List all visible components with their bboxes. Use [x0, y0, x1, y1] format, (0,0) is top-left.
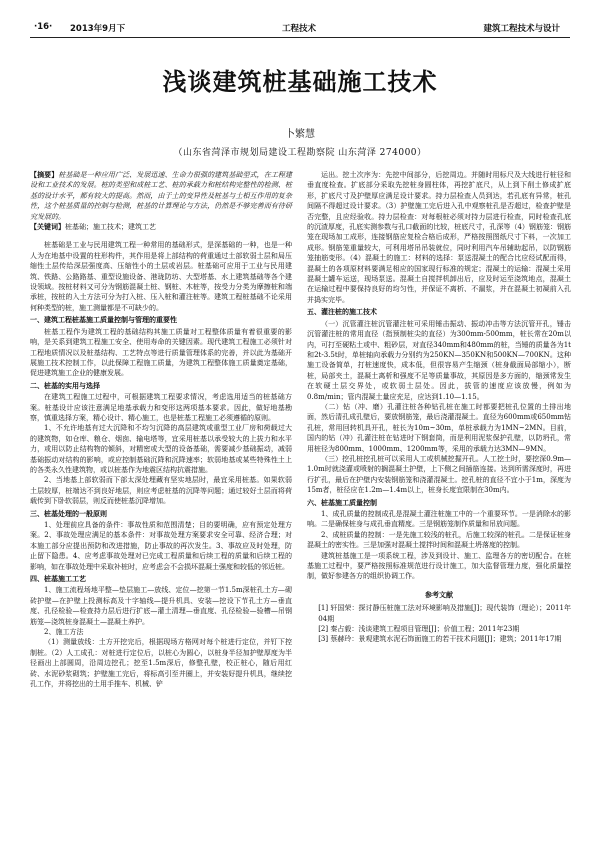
keywords-text: 桩基础；施工技术；建筑工艺 [65, 223, 156, 232]
body-paragraph: （一）沉管灌注桩沉管灌注桩可采用锤击振动、振动冲击等方法沉管开孔，锤击沉管灌注桩的常用直径（指预制桩尖的直径）为300mm-500mm，桩长常在20m以内，可打至硬粘土或中、粗砂层，对直径340mm和480mm的桩，当锤的质量各为1t和2t-3.5t时，单桩轴向承载力分别约为250KN—350KN和500KN—700KN。这种施工设备简单，打桩速度快，成本低，但很容易产生缩颈（桩身截面局部缩小），断桩，局部夹土，混凝土离析和强度不足等质量事故，其原因是多方面的，缩颈常发生在软硬土层交界处，或软弱土层处。因此，拔管的速度应该放慢，例如为0.8m/min；管内混凝土量应充足，应达到1.10—1.15。 [307, 319, 571, 401]
abstract [30, 170, 292, 222]
section-heading: 四、桩基施工工艺 [30, 575, 86, 584]
reference-item: [2] 秦占毅：浅谈建筑工程项目管理[J]；价值工程；2011年23期 [318, 625, 520, 634]
body-paragraph: 2、成桩质量的控制：一是先施工较浅的桩孔，后施工较深的桩孔。二是保证桩身混凝土的密实性。三是加强对混凝土搅拌时间和混凝土坍落度的控制。 [307, 530, 571, 550]
left-column-body [30, 240, 292, 689]
section-heading: 六、桩基施工质量控制 [307, 498, 377, 507]
body-paragraph: 桩基础是工业与民用建筑工程一种常用的基础形式，是深基础的一种，也是一种人为在地基中设置的柱形构件，其作用是将上部结构的荷重通过土部软弱土层和局压缩性土层传给深层强度高、压缩性小的土层或岩层。桩基础可应用于工业与民用建筑、铁路、公路路基、重型设施设备、港珑防坊、大型塔基、水上建筑基础等各个建设领域。按桩材料又可分为钢筋混凝土桩、钢桩、木桩等，按受力分类为摩擦桩和端承桩，按桩的入土方法可分为打入桩、压入桩和灌注桩等。建筑工程桩基础不论采用何种类型的桩，施工测量都是不可缺少的。 [30, 241, 292, 312]
body-paragraph: （三）挖孔桩挖孔桩可以采用人工或机械挖掘开孔。人工挖土时，要挖深0.9m—1.0m时就浇灌或喷射的搁混凝土护壁，上下侧之间插筋连接。达到所需深度时，再进行扩孔，最后在护壁内安装钢筋笼和浇灌混凝土。挖孔桩的直径不宜小于1m，深度为15m者，桩径应在1.2m—1.4m以上，桩身长度宜限制在30m内。 [307, 454, 571, 495]
body-paragraph: （二）钻（冲、磨）孔灌注桩各种钻孔桩在施工时都要把桩孔位置的土排出地面，然后清孔成孔壁后，要放钢筋笼，最后浇灌混凝土。直径为600mm或650mm钻孔桩，常用回转机具开孔，桩长为10m~30m，单桩承载力为1MN~2MN。目前，国内的钻（冲）孔灌注桩在钻进时下钢套筒，而是利用泥浆保护孔壁，以防坍孔，常用桩径为800mm、1000mm、1200mm等，采用的承载力达3MN—9MN。 [307, 402, 571, 453]
body-paragraph: 2、当地基上部软弱而下部太深处埋藏有坚实地层时，最宜采用桩基。如果软弱土层较厚，桩端达不到良好地层，则应考虑桩基的沉降等问题；通过较好土层而将荷载传到下卧软弱层，则反而使桩基沉降增加。 [30, 476, 292, 506]
keywords-label: 【关键词】 [30, 222, 65, 232]
right-column-body [307, 170, 571, 582]
keywords [30, 222, 292, 232]
body-paragraph: 运出。挖土次序为：先挖中间部分，后挖周边。并随时用标尺及大线进行桩径和垂直度检查。扩底部分采取先挖桩身圆柱体，再挖扩底尺，从上到下削土修成扩底形，扩底尺寸及护壁厚应满足设计要求。持力层检查人员到达，若孔底有异常，桩孔间隔不得超过设计要求。（3）护壁施工完后进入孔中观察桩孔是否超过，检查护壁是否完整，且应经验收。持力层检查：对每根桩必须对持力层进行检查，同时检查孔底的沉渣厚度，孔底实测参数与孔口截面的比较，桩底尺寸，孔深等（4）钢筋笼：钢筋笼在现场加工成形，连接钢筋应复检合格后成形，严格按照图纸尺寸下料，一次加工成形。钢筋笼重量较大，可利用塔吊吊装就位，同时利用汽车吊辅助起吊，以防钢筋笼抽筋变形。（4）混凝土的施工：材料的选择：泵送混凝土的配合比应经试配而得，混凝土的各项原材料要满足相应的国家现行标准的规定；混凝土的运输：混凝土采用混凝土罐车运送，现场泵送。混凝土自搅拌机卸出后，应及时运至浇筑地点，混凝土在运输过程中要保持良好的均匀性，并保证不离析、不漏浆，并在混凝土初凝前入孔并捣实完毕。 [307, 171, 571, 304]
body-paragraph: 2、施工方法 [44, 628, 84, 637]
reference-item: [1] 轩国荣：探讨静压桩施工法对环境影响及措施[J]；现代装饰（理论）；2011年04期 [318, 604, 571, 623]
right-column [307, 170, 571, 645]
abstract-text: 桩基础是一种应用广泛、发展迅速、生命力很强的建筑基础型式，在工程建设和工业技术的发展。桩的类型和成桩工艺、桩的承载力和桩结构完整性的检测、桩基的设计水平，都有较大的提高。然而，由于土的变异性及桩基与土相互作用的复杂性，这个桩基质量的控制与检测，桩基的计算理论与方法，仍然是不够完善而有待研究发展的。 [30, 171, 293, 221]
journal-name: 建筑工程技术与设计 [483, 24, 560, 34]
author-affiliation: （山东省菏泽市规划局建设工程勘察院 山东菏泽 274000） [173, 148, 427, 158]
header-rule [30, 37, 570, 38]
body-paragraph: 建筑桩基施工是一项系统工程，涉及到设计、施工、监理各方的密切配合。在桩基施工过程中，要严格按照标准规范进行设计施工，加大监督管理力度，强化质量控制，做好参建各方的组织协调工作。 [307, 551, 571, 581]
references-heading: 参考文献 [425, 590, 453, 599]
section-name: 工程技术 [282, 24, 317, 34]
body-paragraph: 桩基工程作为建筑工程的基础结构其施工质量对工程整体质量有着很重要的影响，是关系到建筑工程施工安全、使用寿命的关键因素。现代建筑工程施工必须针对工程地质情况以及桩基结构、工艺特点等进行质量管理体系的完善，并以此为基础开展施工技术控制工作，以此保障工程施工质量，为建筑工程整体施工质量奠定基础，促进建筑施工企业的健康发展。 [30, 327, 292, 378]
reference-item: [3] 蔡赫玲：景观建筑水泥石饰面施工的若干技术问题[J]；建筑；2011年17期 [318, 635, 562, 644]
body-paragraph: 1、成孔质量的控制成孔是混凝土灌注桩施工中的一个重要环节。一是消除水的影响。二是确保桩身与成孔垂直精度。三是钢筋笼制作质量和吊放问题。 [307, 510, 571, 529]
section-heading: 一、建筑工程桩基施工质量控制与管理的重要性 [30, 316, 177, 325]
section-heading: 五、灌注桩的施工技术 [307, 308, 377, 317]
left-column [30, 170, 292, 690]
body-paragraph: 1、处理前应具备的条件：事故性质和范围清楚；目的要明确，应有预定处理方案。2、事故处理应满足的基本条件：对事故处理方案要求安全可靠、经济合理；对本施工部分应提出预防和改进措施，防止事故的再次发生。3、事故应及时处理，防止留下隐患。4、应考虑事故处理对已完成工程质量和后续工程的质量和后续工程的影响，如在事故处理中采取补桩时，应考虑会不会损坏混凝土强度和较低的邻近桩。 [30, 521, 292, 571]
body-paragraph: 1、施工流程场地平整—垫层施工—放线、定位—挖第一节1.5m深桩孔土方—砌砖护壁—在护壁上投测标高及十字轴线—提升机具、安装—挖设下节孔土方—垂直度、孔径检验—检查持力层后进行扩底—灌土清理—垂直度、孔径检验—验槽—吊钢筋笼—浇筑桩身混凝土—混凝土养护。 [30, 586, 292, 626]
abstract-label: 【摘要】 [30, 170, 59, 179]
article-title: 浅谈建筑桩基础施工技术 [162, 68, 438, 96]
body-paragraph: 在建筑工程施工过程中，可根据建筑工程要求情况，考虑选用适当的桩基础方案。桩基设计应该注意满足地基承载力和变形这两项基本要求。因此，做好地基勘察，慎重选择方案，精心设计、精心施工，也是桩基工程施工必须遵循的原则。 [30, 393, 292, 422]
section-heading: 二、桩基的实用与选择 [30, 381, 100, 390]
page-number: ·16· [34, 22, 53, 32]
author-name: 卜繁慧 [285, 129, 315, 140]
body-paragraph: （1）测量放线：土方开挖完后，根据现场方格网对每个桩进行定位，并钉下控制桩。（2）人工成孔：对桩进行定位后，以桩心为圆心，以桩身半径加护壁厚度为半径画出上部圆周，沿周边挖孔；挖至1.5m深后，修整孔壁，校正桩心，随后用红砖、水泥砂浆砌筑；护壁施工完后，将标高引至井圈上，并安装好提升机具，继续挖孔工作，并将挖出的土用手推车、机械、铲 [30, 638, 292, 689]
section-heading: 三、桩基处理的一般原则 [30, 509, 107, 518]
reference-list [307, 603, 571, 645]
body-paragraph: 1、不允许地基有过大沉降和不均匀沉降的高层建筑或重型工业厂房和荷载过大的建筑物，如仓库、粮仓、烟囱、输电塔等，宜采用桩基以承受较大的上拔力和水平力，或用以防止结构物的倾斜，对精密或大型的设备基础，需要减少基础振动，减弱基础振动对结构的影响，或应控制基础沉降和沉降速率；软弱地基或某些特殊性土上的各类永久性建筑物，或以桩基作为地震区结构抗震措施。 [30, 424, 292, 474]
issue-date: 2013年9月下 [70, 24, 126, 34]
running-header [0, 22, 600, 36]
